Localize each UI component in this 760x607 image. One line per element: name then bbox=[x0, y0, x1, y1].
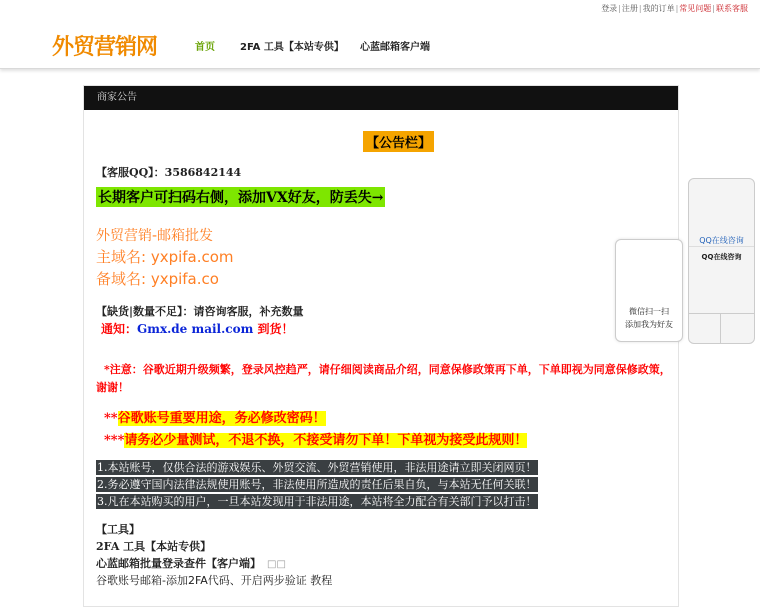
notify-suffix: 到货！ bbox=[253, 322, 294, 336]
nav-mail-client[interactable]: 心蓝邮箱客户端 bbox=[360, 42, 430, 53]
wechat-add-line: 长期客户可扫码右侧，添加VX好友，防丢失→ bbox=[96, 187, 385, 207]
faq-link[interactable]: 常见问题 bbox=[679, 4, 712, 13]
notify-items: Gmx.de mail.com bbox=[137, 322, 254, 336]
tool-mail-client-line[interactable] bbox=[96, 555, 286, 571]
change-password-notice bbox=[104, 407, 326, 426]
main-domain-line: 主域名: yxpifa.com bbox=[96, 248, 234, 266]
tool-2fa-tutorial-link[interactable]: 谷歌账号邮箱-添加2FA代码、开启两步验证 教程 bbox=[96, 574, 333, 587]
tool-2fa-link[interactable]: 2FA 工具【本站专供】 bbox=[96, 540, 212, 553]
y2-prefix: *** bbox=[104, 433, 125, 448]
notice-board-title: 【公告栏】 bbox=[363, 131, 434, 152]
top-links: 登录|注册|我的订单|常见问题|联系客服 bbox=[601, 4, 748, 13]
wechat-qr-widget bbox=[615, 239, 683, 342]
qq-online-link[interactable]: QQ在线咨询 bbox=[699, 236, 744, 245]
site-header bbox=[0, 0, 760, 69]
qq-float-widget bbox=[688, 178, 755, 344]
widget-cell[interactable] bbox=[721, 313, 754, 343]
panel-header: 商家公告 bbox=[84, 86, 678, 110]
y1-text: 谷歌账号重要用途，务必修改密码！ bbox=[117, 411, 326, 426]
tools-heading: 【工具】 bbox=[96, 523, 140, 536]
merchant-announcement-panel bbox=[83, 85, 679, 607]
widget-divider bbox=[689, 246, 754, 247]
widget-cell[interactable] bbox=[689, 313, 721, 343]
rule-item: 2.务必遵守国内法律法规使用账号，非法使用所造成的责任后果自负，与本站无任何关联！ bbox=[97, 478, 537, 491]
stock-notice-line: 【缺货|数量不足】：请咨询客服，补充数量 bbox=[96, 305, 304, 318]
tool-extra-icons: □□ bbox=[267, 559, 286, 570]
contact-support-link[interactable]: 联系客服 bbox=[716, 4, 748, 13]
brand-line: 外贸营销-邮箱批发 bbox=[96, 228, 214, 244]
login-link[interactable]: 登录 bbox=[601, 4, 618, 13]
qq-online-button[interactable]: QQ在线咨询 bbox=[701, 253, 742, 261]
rule-item: 3.凡在本站购买的用户，一旦本站发现用于非法用途，本站将全力配合有关部门予以打击！ bbox=[97, 495, 537, 508]
arrival-notice bbox=[101, 320, 293, 337]
google-warning: *注意：谷歌近期升级频繁，登录风控趋严，请仔细阅读商品介绍，同意保修政策再下单，下单即视为同意保修政策，谢谢！ bbox=[96, 363, 671, 394]
nav-2fa-tool[interactable]: 2FA 工具【本站专供】 bbox=[240, 42, 344, 53]
test-first-notice bbox=[104, 429, 527, 448]
backup-domain-line: 备域名: yxpifa.co bbox=[96, 270, 219, 288]
notify-prefix: 通知： bbox=[101, 322, 138, 336]
wechat-scan-label: 微信扫一扫 bbox=[629, 307, 669, 316]
register-link[interactable]: 注册 bbox=[621, 4, 638, 13]
tool-mail-client-label[interactable]: 心蓝邮箱批量登录查件【客户端】 bbox=[96, 557, 261, 570]
y2-text: 请务必少量测试，不退不换，不接受请勿下单！下单视为接受此规则！ bbox=[124, 433, 528, 448]
y1-prefix: ** bbox=[104, 411, 118, 426]
rule-item: 1.本站账号，仅供合法的游戏娱乐、外贸交流、外贸营销使用，非法用途请立即关闭网页！ bbox=[97, 461, 537, 474]
support-qq-line: 【客服QQ】：3586842144 bbox=[96, 166, 242, 179]
site-logo[interactable]: 外贸营销网 bbox=[52, 34, 158, 60]
nav-home[interactable]: 首页 bbox=[195, 42, 215, 53]
wechat-add-friend-label: 添加我为好友 bbox=[625, 320, 673, 329]
my-orders-link[interactable]: 我的订单 bbox=[642, 4, 675, 13]
usage-rules bbox=[96, 460, 538, 511]
